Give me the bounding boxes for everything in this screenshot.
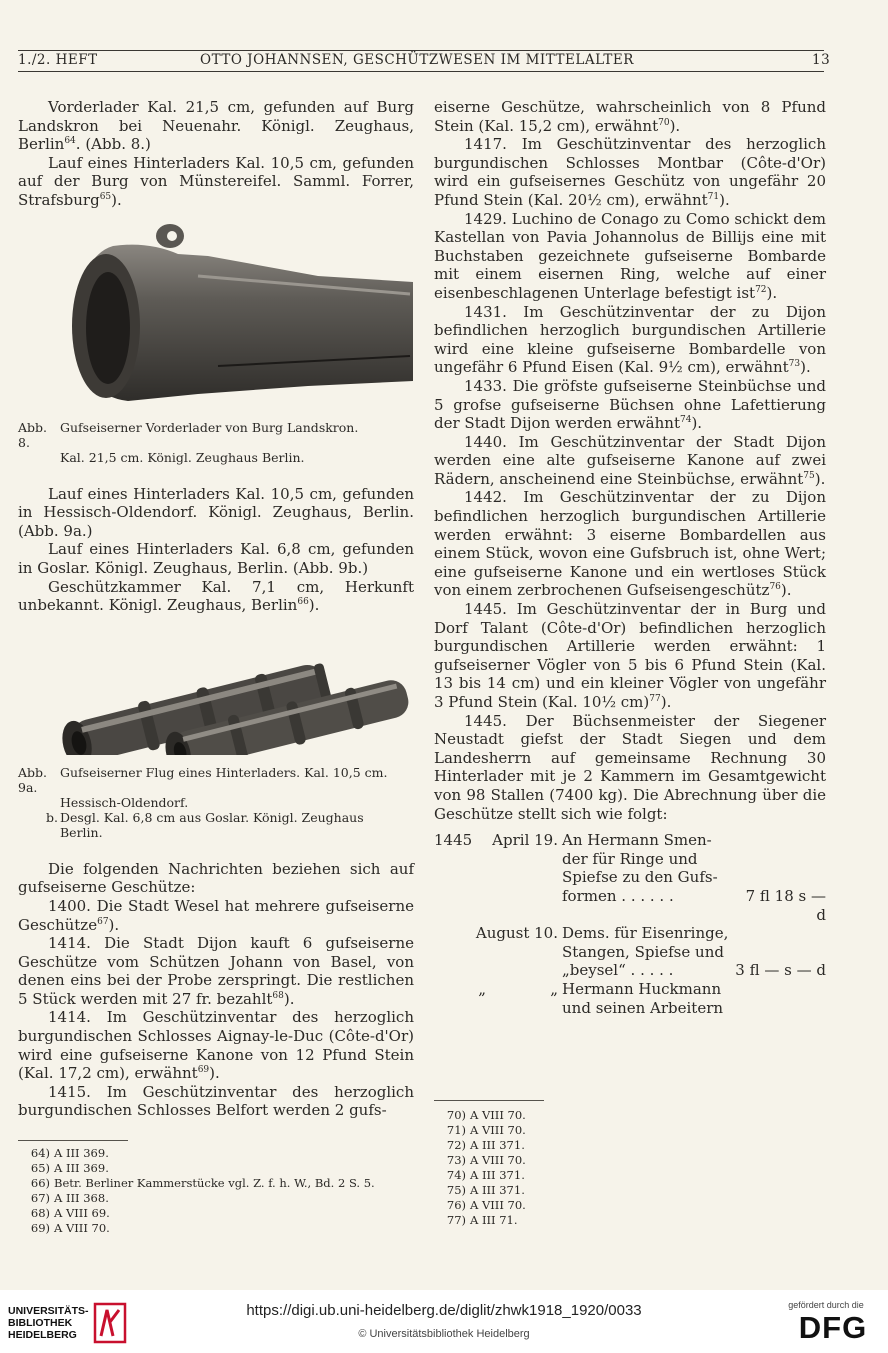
dfg-logo[interactable]: DFG (798, 1310, 868, 1345)
header-heft: 1./2. HEFT (18, 52, 98, 68)
account-row: der für Ringe und (562, 849, 698, 868)
header-page-number: 13 (812, 52, 831, 68)
footnote-74: 74) A III 371. (446, 1168, 525, 1182)
footnote-75: 75) A III 371. (446, 1183, 525, 1197)
account-row: Stangen, Spiefse und (562, 942, 724, 961)
footnote-65: 65) A III 369. (30, 1161, 109, 1175)
library-name-line2: BIBLIOTHEK (8, 1317, 73, 1329)
account-row: August 10. Dems. für Eisenringe, (475, 924, 729, 943)
para-goslar: Lauf eines Hinterladers Kal. 6,8 cm, gefunden in Goslar. Königl. Zeughaus, Berlin. (Abb. 9b.) (18, 540, 414, 577)
para-1445-talant: 1445. Im Geschützinventar der in Burg und Dorf Talant (Côte-d'Or) befindlichen herzoglich burgundischen Artillerie werden erwähnt: 1 gufseiserner Vögler von 5 bis 6 Pfund Stein (Kal. 13 bis 14 cm) und ein kleiner Vögler von ungefähr 3 Pfund Stein (Kal. 10½ cm)$^{77}$). (434, 600, 826, 711)
para-1417-montbar: 1417. Im Geschützinventar des herzoglich burgundischen Schlosses Montbar (Côte-d'Or) wird ein gufseisernes Geschütz von ungefähr 20 Pfund Stein (Kal. 20½ cm), erwähnt$^{71}$). (434, 135, 826, 209)
copyright-text: © Universitätsbibliothek Heidelberg (358, 1328, 530, 1340)
para-1445-siegen: 1445. Der Büchsenmeister der Siegener Neustadt giefst der Stadt Siegen und dem Landesherrn auf gemeinsame Rechnung 30 Hinterlader mit je 2 Kammern im Gesamtgewicht von 98 Stallen (7400 kg). Die Abrechnung über die Geschütze stellt sich wie folgt: (434, 711, 826, 823)
figure-9a-caption-line2: Hessisch-Oldendorf. (60, 794, 189, 810)
para-folgende-nachrichten: Die folgenden Nachrichten beziehen sich auf gufseiserne Geschütze: (18, 859, 414, 897)
account-row: „ „ Hermann Huckmann (478, 979, 722, 998)
para-vorderlader: Vorderlader Kal. 21,5 cm, gefunden auf Burg Landskron bei Neuenahr. Königl. Zeughaus, Berlin$^{64}$. (Abb. 8.) (18, 98, 414, 154)
funded-by-text: gefördert durch die (788, 1300, 864, 1310)
account-table (434, 831, 826, 1017)
library-name-line1: UNIVERSITÄTS- (8, 1305, 89, 1317)
account-row: und seinen Arbeitern (562, 998, 724, 1017)
para-1415-belfort: 1415. Im Geschützinventar des herzoglich burgundischen Schlosses Belfort werden 2 gufs- (18, 1082, 414, 1120)
para-geschuetzkammer: Geschützkammer Kal. 7,1 cm, Herkunft unbekannt. Königl. Zeughaus, Berlin$^{66}$). (18, 577, 414, 615)
right-footnotes (434, 1108, 824, 1228)
figure-8-caption-line2: Kal. 21,5 cm. Königl. Zeughaus Berlin. (60, 449, 305, 465)
library-name-line3: HEIDELBERG (8, 1329, 77, 1341)
footnote-67: 67) A III 368. (30, 1191, 109, 1205)
para-1442-dijon: 1442. Im Geschützinventar der zu Dijon befindlichen herzoglich burgundischen Artillerie werden erwähnt: 3 eiserne Bombardellen aus einem Stück, wovon eine Gufsbruch ist, ohne Wert; eine gufseiserne Kanone und ein wertloses Stück von einem zerbrochenen Gufseisengeschütz$^{76}$). (434, 488, 826, 600)
footnote-68: 68) A VIII 69. (30, 1206, 110, 1220)
para-muenstereifel: Lauf eines Hinterladers Kal. 10,5 cm, gefunden auf der Burg von Münstereifel. Samml. Forrer, Strafsburg$^{65}$). (18, 153, 414, 209)
header-rule (18, 71, 824, 72)
para-1400-wesel: 1400. Die Stadt Wesel hat mehrere gufseiserne Geschütze$^{67}$). (18, 896, 414, 934)
cannon-muzzleloader-illustration (18, 216, 414, 406)
figure-9b-caption: b. Desgl. Kal. 6,8 cm aus Goslar. Königl. Zeughaus (46, 809, 364, 825)
para-1414-dijon: 1414. Die Stadt Dijon kauft 6 gufseiserne Geschütze vom Schützen Johann von Basel, von denen eins bei der Probe zerspringt. Die restlichen 5 Stück werden mit 27 fr. bezahlt$^{68}$). (18, 934, 414, 1008)
document-url[interactable]: https://digi.ub.uni-heidelberg.de/diglit/zhwk1918_1920/0033 (246, 1302, 642, 1319)
account-row: formen . . . . . . 7 fl 18 s — d (562, 886, 826, 924)
figure-9-image (18, 627, 414, 755)
viewer-footer (0, 1290, 888, 1353)
footnote-66: 66) Betr. Berliner Kammerstücke vgl. Z. f. h. W., Bd. 2 S. 5. (30, 1176, 375, 1190)
right-column (434, 98, 826, 1017)
figure-8-caption: Abb. 8. Gufseiserner Vorderlader von Burg Landskron. (18, 419, 359, 450)
para-1431-dijon: 1431. Im Geschützinventar der zu Dijon befindlichen herzoglich burgundischen Artillerie wird eine kleine gufseiserne Bombardelle von ungefähr 6 Pfund Eisen (Kal. 9½ cm), erwähnt$^{73}$). (434, 302, 826, 377)
para-hessisch-oldendorf: Lauf eines Hinterladers Kal. 10,5 cm, gefunden in Hessisch-Oldendorf. Königl. Zeughaus, Berlin. (Abb. 9a.) (18, 484, 414, 540)
account-row: Spiefse zu den Gufs- (562, 868, 718, 887)
header-rule-top (18, 50, 824, 51)
figure-9b-caption-line2: Berlin. (60, 824, 103, 840)
para-1414-aignay: 1414. Im Geschützinventar des herzoglich burgundischen Schlosses Aignay-le-Duc (Côte-d'Or) wird eine gufseiserne Kanone von 12 Pfund Stein (Kal. 17,2 cm), erwähnt$^{69}$). (18, 1008, 414, 1083)
para-1440-dijon: 1440. Im Geschützinventar der Stadt Dijon werden eine alte gufseiserne Kanone auf zwei Rädern, anscheinend eine Steinbüchse, erwähnt$^{75}$). (434, 432, 826, 488)
cannon-barrels-illustration (18, 627, 414, 755)
figure-8-image (18, 216, 414, 406)
footnote-73: 73) A VIII 70. (446, 1153, 526, 1167)
left-column (18, 98, 414, 1120)
footnote-69: 69) A VIII 70. (30, 1221, 110, 1235)
footnote-64: 64) A III 369. (30, 1146, 109, 1160)
header-title: OTTO JOHANNSEN, GESCHÜTZWESEN IM MITTELALTER (200, 52, 634, 68)
para-1429-conago: 1429. Luchino de Conago zu Como schickt dem Kastellan von Pavia Johannolus de Billijs eine mit Buchstaben gezeichnete gufseiserne Bombarde mit einem eisernen Ring, welche auf einer eisenbeschlagenen Unterlage befestigt ist$^{72}$). (434, 209, 826, 302)
figure-9a-caption: Abb. 9a. Gufseiserner Flug eines Hinterladers. Kal. 10,5 cm. (18, 764, 388, 795)
para-1433-dijon: 1433. Die gröfste gufseiserne Steinbüchse und 5 grofse gufseiserne Büchsen ohne Lafettierung der Stadt Dijon werden erwähnt$^{74}$). (434, 376, 826, 433)
para-belfort-cont: eiserne Geschütze, wahrscheinlich von 8 Pfund Stein (Kal. 15,2 cm), erwähnt$^{70}$). (434, 98, 826, 135)
left-footnotes (18, 1146, 414, 1236)
right-footnote-rule (434, 1100, 544, 1101)
footnote-76: 76) A VIII 70. (446, 1198, 526, 1212)
footnote-71: 71) A VIII 70. (446, 1123, 526, 1137)
footnote-72: 72) A III 371. (446, 1138, 525, 1152)
account-row: 1445 April 19. An Hermann Smen- (434, 831, 712, 850)
footnote-77: 77) A III 71. (446, 1213, 518, 1227)
account-row: „beysel“ . . . . . 3 fl — s — d (562, 961, 826, 980)
left-footnote-rule (18, 1140, 128, 1141)
footnote-70: 70) A VIII 70. (446, 1108, 526, 1122)
